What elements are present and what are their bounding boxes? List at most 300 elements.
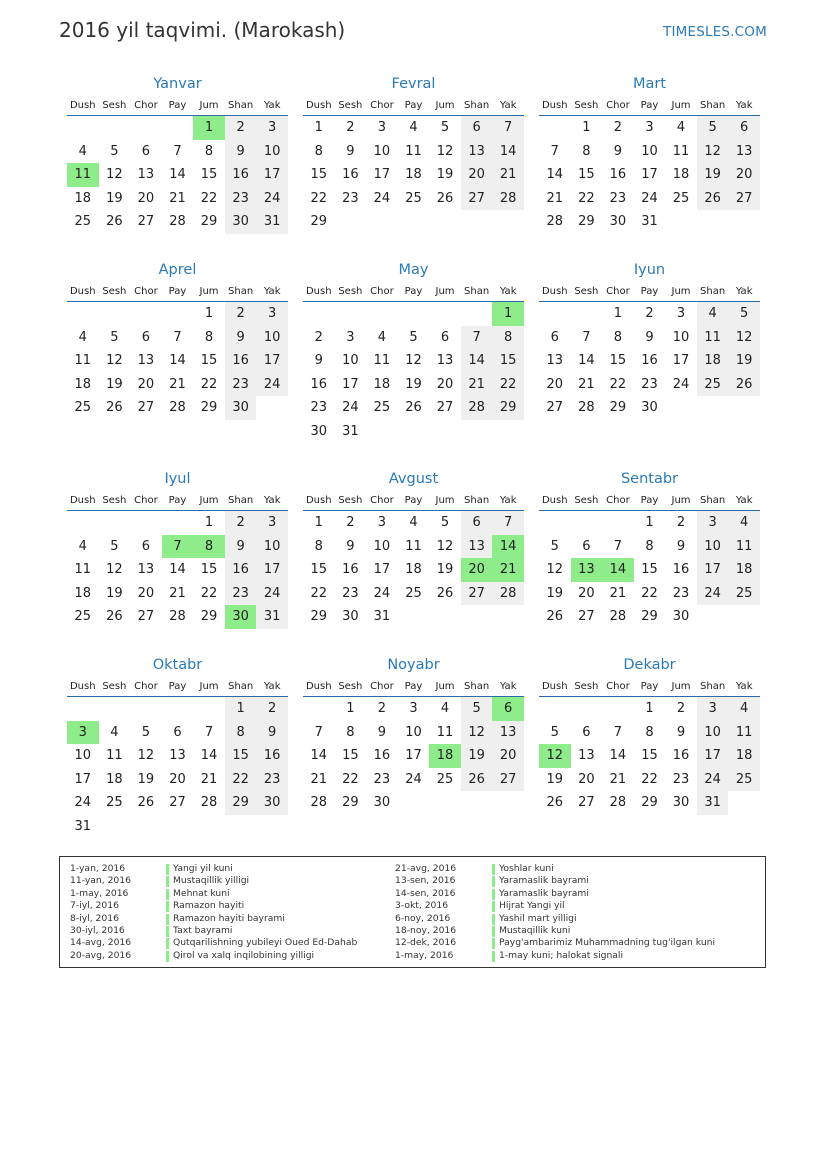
empty-cell bbox=[99, 302, 131, 326]
empty-cell bbox=[99, 511, 131, 535]
weekday-label: Yak bbox=[735, 681, 753, 692]
holiday-day-cell: 12 bbox=[539, 744, 571, 768]
weekday-label: Sesh bbox=[574, 495, 599, 506]
day-cell: 5 bbox=[110, 329, 119, 345]
weekday-label: Jum bbox=[671, 286, 691, 297]
month-name: Noyabr bbox=[387, 657, 440, 673]
day-cell: 14 bbox=[546, 167, 564, 183]
legend-date: 13-sen, 2016 bbox=[395, 875, 456, 887]
weekday-header bbox=[67, 675, 288, 697]
day-cell: 13 bbox=[137, 167, 155, 183]
holiday-day-cell: 11 bbox=[67, 163, 99, 187]
brand-link[interactable]: TIMESLES.COM bbox=[663, 24, 767, 40]
day-cell: 12 bbox=[106, 353, 123, 369]
weekday-label: Yak bbox=[499, 100, 517, 111]
day-cell: 14 bbox=[461, 349, 493, 373]
day-cell: 14 bbox=[169, 562, 186, 578]
weekday-label: Pay bbox=[640, 100, 659, 111]
weekday-label: Pay bbox=[168, 681, 187, 692]
day-cell: 30 bbox=[342, 609, 359, 625]
weekday-label: Pay bbox=[640, 495, 659, 506]
day-cell: 20 bbox=[461, 163, 493, 187]
day-cell: 22 bbox=[641, 771, 658, 787]
month-iyul bbox=[67, 469, 288, 629]
day-cell: 9 bbox=[346, 143, 355, 159]
day-grid bbox=[539, 302, 760, 420]
day-cell: 30 bbox=[672, 609, 690, 625]
weekday-label: Chor bbox=[606, 100, 630, 111]
empty-cell bbox=[99, 116, 131, 140]
weekday-label: Dush bbox=[305, 286, 332, 297]
day-cell: 3 bbox=[676, 306, 686, 321]
day-cell: 28 bbox=[492, 187, 524, 211]
holiday-color-marker bbox=[492, 914, 495, 925]
day-cell: 19 bbox=[106, 376, 123, 392]
day-cell: 23 bbox=[310, 400, 328, 416]
day-cell: 25 bbox=[106, 795, 123, 811]
day-cell: 28 bbox=[546, 214, 564, 230]
day-cell: 5 bbox=[550, 724, 559, 740]
empty-cell bbox=[67, 511, 99, 535]
day-cell: 8 bbox=[346, 724, 355, 740]
day-cell: 8 bbox=[645, 724, 654, 740]
day-cell: 11 bbox=[697, 326, 729, 350]
weekday-label: Pay bbox=[168, 286, 187, 297]
day-cell: 17 bbox=[256, 163, 288, 187]
day-cell: 12 bbox=[728, 326, 760, 350]
legend-date: 1-yan, 2016 bbox=[70, 863, 126, 874]
holiday-color-marker bbox=[166, 938, 169, 949]
day-cell: 8 bbox=[225, 721, 257, 745]
legend-holiday-name: Yoshlar kuni bbox=[499, 863, 554, 874]
weekday-label: Jum bbox=[199, 100, 219, 111]
day-cell: 21 bbox=[492, 163, 524, 187]
weekday-label: Jum bbox=[199, 681, 219, 692]
month-fevral bbox=[303, 74, 524, 234]
weekday-label: Yak bbox=[735, 495, 753, 506]
day-cell: 12 bbox=[546, 562, 564, 578]
holiday-color-marker bbox=[492, 901, 495, 912]
day-cell: 11 bbox=[728, 535, 760, 559]
day-cell: 21 bbox=[169, 376, 186, 392]
holiday-color-marker bbox=[166, 914, 169, 925]
day-cell: 22 bbox=[225, 768, 257, 792]
holiday-legend bbox=[59, 856, 766, 968]
day-cell: 7 bbox=[492, 116, 524, 140]
day-cell: 28 bbox=[310, 795, 328, 811]
day-cell: 5 bbox=[440, 515, 450, 530]
day-grid bbox=[303, 511, 524, 629]
legend-holiday-name: Mehnat kuni bbox=[173, 887, 230, 899]
day-cell: 24 bbox=[672, 376, 690, 392]
day-grid bbox=[303, 697, 524, 815]
day-cell: 10 bbox=[256, 140, 288, 164]
weekday-label: Chor bbox=[134, 286, 158, 297]
holiday-color-marker bbox=[166, 864, 169, 875]
weekday-label: Chor bbox=[606, 495, 630, 506]
day-cell: 24 bbox=[342, 400, 359, 416]
day-cell: 20 bbox=[578, 771, 595, 787]
day-cell: 2 bbox=[613, 120, 623, 135]
day-cell: 10 bbox=[672, 329, 690, 345]
day-cell: 14 bbox=[578, 353, 595, 369]
legend-holiday-name: Yangi yil kuni bbox=[173, 863, 233, 874]
day-cell: 23 bbox=[225, 582, 257, 606]
day-cell: 13 bbox=[728, 140, 760, 164]
day-cell: 29 bbox=[200, 609, 218, 625]
day-cell: 13 bbox=[546, 353, 564, 369]
day-cell: 7 bbox=[613, 538, 623, 554]
weekday-label: Pay bbox=[404, 495, 423, 506]
day-cell: 15 bbox=[225, 744, 257, 768]
weekday-label: Dush bbox=[541, 681, 568, 692]
legend-date: 1-may, 2016 bbox=[70, 887, 129, 899]
day-cell: 29 bbox=[578, 214, 595, 230]
day-cell: 2 bbox=[645, 306, 654, 321]
day-cell: 12 bbox=[137, 748, 155, 764]
day-cell: 14 bbox=[169, 353, 186, 369]
day-cell: 7 bbox=[204, 724, 214, 740]
holiday-day-cell: 13 bbox=[571, 558, 603, 582]
day-cell: 6 bbox=[141, 538, 151, 554]
empty-cell bbox=[130, 302, 162, 326]
weekday-label: Pay bbox=[168, 495, 187, 506]
day-cell: 24 bbox=[256, 373, 288, 397]
day-cell: 10 bbox=[256, 326, 288, 350]
day-cell: 16 bbox=[225, 349, 257, 373]
day-cell: 2 bbox=[676, 515, 686, 530]
day-cell: 6 bbox=[728, 116, 760, 140]
day-cell: 6 bbox=[582, 724, 591, 740]
day-cell: 28 bbox=[609, 609, 627, 625]
day-cell: 20 bbox=[436, 376, 454, 392]
day-cell: 14 bbox=[492, 140, 524, 164]
weekday-label: Pay bbox=[168, 100, 187, 111]
weekday-label: Jum bbox=[671, 681, 691, 692]
empty-cell bbox=[429, 302, 461, 326]
day-cell: 1 bbox=[613, 306, 623, 321]
empty-cell bbox=[130, 697, 162, 721]
day-cell: 3 bbox=[377, 120, 387, 135]
day-cell: 9 bbox=[377, 724, 387, 740]
day-grid bbox=[539, 697, 760, 815]
day-cell: 3 bbox=[256, 302, 288, 326]
day-cell: 27 bbox=[137, 609, 155, 625]
day-cell: 2 bbox=[314, 329, 323, 345]
day-cell: 29 bbox=[310, 609, 328, 625]
day-cell: 27 bbox=[578, 609, 595, 625]
day-cell: 24 bbox=[74, 795, 92, 811]
empty-cell bbox=[539, 511, 571, 535]
weekday-header bbox=[539, 280, 760, 302]
month-name: Avgust bbox=[388, 471, 439, 487]
day-cell: 15 bbox=[578, 167, 595, 183]
day-cell: 4 bbox=[728, 511, 760, 535]
day-cell: 10 bbox=[373, 538, 391, 554]
weekday-label: Jum bbox=[435, 681, 455, 692]
weekday-label: Yak bbox=[735, 100, 753, 111]
day-cell: 13 bbox=[578, 748, 595, 764]
day-cell: 30 bbox=[256, 791, 288, 815]
holiday-color-marker bbox=[492, 938, 495, 949]
empty-cell bbox=[539, 116, 571, 140]
weekday-label: Jum bbox=[199, 495, 219, 506]
day-cell: 27 bbox=[578, 795, 595, 811]
month-mart bbox=[539, 74, 760, 234]
weekday-label: Dush bbox=[541, 100, 568, 111]
holiday-color-marker bbox=[492, 926, 495, 937]
weekday-label: Shan bbox=[700, 495, 726, 506]
day-cell: 15 bbox=[492, 349, 524, 373]
day-cell: 17 bbox=[373, 167, 391, 183]
day-cell: 25 bbox=[373, 400, 391, 416]
day-cell: 2 bbox=[225, 511, 257, 535]
day-cell: 28 bbox=[169, 400, 186, 416]
weekday-label: Dush bbox=[305, 100, 332, 111]
day-cell: 23 bbox=[641, 376, 658, 392]
day-cell: 18 bbox=[106, 771, 123, 787]
legend-date: 18-noy, 2016 bbox=[395, 924, 457, 936]
day-cell: 1 bbox=[314, 120, 323, 135]
day-cell: 22 bbox=[310, 585, 328, 601]
day-cell: 5 bbox=[110, 143, 119, 159]
day-cell: 2 bbox=[676, 701, 686, 716]
empty-cell bbox=[162, 697, 194, 721]
day-cell: 18 bbox=[74, 376, 92, 392]
day-cell: 4 bbox=[676, 120, 686, 135]
day-cell: 24 bbox=[697, 582, 729, 606]
legend-holiday-name: Hijrat Yangi yil bbox=[499, 900, 565, 912]
day-cell: 5 bbox=[141, 724, 151, 740]
day-cell: 12 bbox=[405, 353, 422, 369]
holiday-day-cell: 18 bbox=[429, 744, 461, 768]
holiday-color-marker bbox=[492, 951, 495, 962]
day-cell: 7 bbox=[173, 143, 182, 159]
month-name: Yanvar bbox=[153, 76, 202, 92]
weekday-label: Sesh bbox=[338, 495, 363, 506]
weekday-label: Dush bbox=[305, 681, 332, 692]
day-cell: 10 bbox=[373, 143, 391, 159]
day-cell: 15 bbox=[200, 353, 218, 369]
month-name: Fevral bbox=[391, 76, 436, 92]
empty-cell bbox=[303, 302, 335, 326]
day-cell: 16 bbox=[225, 163, 257, 187]
day-cell: 4 bbox=[440, 701, 450, 716]
weekday-label: Jum bbox=[435, 495, 455, 506]
day-cell: 9 bbox=[645, 329, 654, 345]
legend-holiday-name: 1-may kuni; halokat signali bbox=[499, 949, 624, 961]
weekday-header bbox=[303, 280, 524, 302]
weekday-label: Sesh bbox=[574, 100, 599, 111]
legend-holiday-name: Yaramaslik bayrami bbox=[499, 875, 589, 887]
day-cell: 28 bbox=[461, 396, 493, 420]
day-cell: 15 bbox=[641, 562, 658, 578]
holiday-day-cell: 1 bbox=[492, 302, 524, 326]
day-cell: 9 bbox=[225, 326, 257, 350]
holiday-day-cell: 30 bbox=[225, 605, 257, 629]
day-cell: 1 bbox=[346, 701, 355, 716]
day-cell: 19 bbox=[546, 585, 564, 601]
day-cell: 16 bbox=[310, 376, 328, 392]
legend-date: 14-avg, 2016 bbox=[70, 937, 132, 949]
month-name: Mart bbox=[632, 76, 667, 92]
day-cell: 18 bbox=[373, 376, 391, 392]
day-cell: 5 bbox=[409, 329, 418, 345]
day-cell: 13 bbox=[492, 721, 524, 745]
day-cell: 12 bbox=[106, 167, 123, 183]
day-cell: 20 bbox=[578, 585, 595, 601]
day-grid bbox=[303, 302, 524, 444]
day-cell: 23 bbox=[609, 190, 627, 206]
day-cell: 10 bbox=[697, 721, 729, 745]
day-cell: 16 bbox=[225, 558, 257, 582]
day-cell: 2 bbox=[346, 515, 355, 530]
day-cell: 25 bbox=[436, 771, 454, 787]
page-title: 2016 yil taqvimi. (Marokash) bbox=[59, 18, 346, 42]
day-cell: 18 bbox=[74, 585, 92, 601]
day-cell: 25 bbox=[672, 190, 690, 206]
day-cell: 19 bbox=[106, 585, 123, 601]
month-avgust bbox=[303, 469, 524, 629]
day-cell: 25 bbox=[74, 400, 92, 416]
day-cell: 17 bbox=[697, 558, 729, 582]
day-cell: 4 bbox=[409, 515, 418, 530]
day-cell: 4 bbox=[78, 143, 87, 159]
day-cell: 3 bbox=[645, 120, 654, 135]
day-cell: 17 bbox=[74, 771, 92, 787]
weekday-label: Jum bbox=[435, 286, 455, 297]
day-cell: 24 bbox=[697, 768, 729, 792]
empty-cell bbox=[162, 302, 194, 326]
weekday-label: Pay bbox=[404, 286, 423, 297]
empty-cell bbox=[303, 697, 335, 721]
day-cell: 6 bbox=[550, 329, 559, 345]
day-cell: 22 bbox=[641, 585, 658, 601]
day-cell: 30 bbox=[672, 795, 690, 811]
weekday-label: Chor bbox=[370, 681, 394, 692]
day-cell: 14 bbox=[200, 748, 218, 764]
empty-cell bbox=[67, 302, 99, 326]
day-grid bbox=[67, 697, 288, 839]
weekday-label: Yak bbox=[499, 495, 517, 506]
day-cell: 5 bbox=[697, 116, 729, 140]
day-cell: 6 bbox=[582, 538, 591, 554]
day-cell: 29 bbox=[200, 214, 218, 230]
day-cell: 8 bbox=[645, 538, 654, 554]
day-grid bbox=[539, 116, 760, 234]
day-cell: 17 bbox=[256, 349, 288, 373]
weekday-label: Shan bbox=[464, 286, 490, 297]
holiday-day-cell: 6 bbox=[492, 697, 524, 721]
holiday-color-marker bbox=[166, 926, 169, 937]
day-cell: 1 bbox=[204, 306, 214, 321]
legend-holiday-name: Qirol va xalq inqilobining yilligi bbox=[173, 949, 315, 961]
day-cell: 17 bbox=[672, 353, 690, 369]
weekday-label: Chor bbox=[370, 495, 394, 506]
weekday-header bbox=[539, 489, 760, 511]
weekday-label: Shan bbox=[228, 286, 254, 297]
day-cell: 29 bbox=[310, 214, 328, 230]
holiday-day-cell: 14 bbox=[602, 558, 634, 582]
day-cell: 30 bbox=[373, 795, 391, 811]
month-may bbox=[303, 260, 524, 444]
empty-cell bbox=[193, 697, 225, 721]
day-cell: 23 bbox=[672, 771, 690, 787]
day-cell: 3 bbox=[256, 116, 288, 140]
weekday-label: Dush bbox=[69, 495, 96, 506]
empty-cell bbox=[571, 511, 603, 535]
legend-date: 8-iyl, 2016 bbox=[70, 912, 119, 924]
empty-cell bbox=[130, 116, 162, 140]
day-cell: 20 bbox=[492, 744, 524, 768]
empty-cell bbox=[335, 302, 367, 326]
day-cell: 23 bbox=[342, 585, 359, 601]
day-cell: 27 bbox=[169, 795, 186, 811]
day-cell: 13 bbox=[461, 140, 493, 164]
day-cell: 3 bbox=[256, 511, 288, 535]
day-cell: 4 bbox=[110, 724, 119, 740]
day-cell: 8 bbox=[204, 329, 214, 345]
day-cell: 15 bbox=[310, 167, 328, 183]
day-cell: 19 bbox=[405, 376, 422, 392]
day-cell: 31 bbox=[342, 423, 359, 439]
day-cell: 11 bbox=[74, 353, 92, 369]
day-cell: 21 bbox=[578, 376, 595, 392]
day-cell: 29 bbox=[342, 795, 359, 811]
legend-date: 1-may, 2016 bbox=[395, 949, 454, 961]
day-cell: 18 bbox=[672, 167, 690, 183]
weekday-label: Shan bbox=[700, 681, 726, 692]
month-yanvar bbox=[67, 74, 288, 234]
day-cell: 25 bbox=[74, 609, 92, 625]
weekday-label: Yak bbox=[735, 286, 753, 297]
weekday-label: Sesh bbox=[102, 495, 127, 506]
empty-cell bbox=[398, 302, 430, 326]
day-cell: 16 bbox=[373, 748, 391, 764]
day-cell: 1 bbox=[645, 515, 654, 530]
day-cell: 5 bbox=[440, 120, 450, 135]
day-cell: 22 bbox=[342, 771, 359, 787]
day-cell: 9 bbox=[256, 721, 288, 745]
empty-cell bbox=[162, 511, 194, 535]
day-cell: 26 bbox=[546, 609, 564, 625]
day-cell: 25 bbox=[728, 582, 760, 606]
legend-date: 6-noy, 2016 bbox=[395, 912, 451, 924]
day-cell: 28 bbox=[200, 795, 218, 811]
day-cell: 7 bbox=[613, 724, 623, 740]
day-cell: 19 bbox=[137, 771, 155, 787]
day-cell: 3 bbox=[697, 511, 729, 535]
month-noyabr bbox=[303, 655, 524, 815]
weekday-label: Pay bbox=[404, 681, 423, 692]
weekday-header bbox=[539, 675, 760, 697]
day-cell: 20 bbox=[137, 190, 155, 206]
weekday-label: Pay bbox=[640, 681, 659, 692]
weekday-label: Dush bbox=[69, 286, 96, 297]
day-cell: 2 bbox=[377, 701, 387, 716]
empty-cell bbox=[602, 697, 634, 721]
day-cell: 28 bbox=[609, 795, 627, 811]
day-cell: 7 bbox=[492, 511, 524, 535]
day-cell: 22 bbox=[609, 376, 627, 392]
weekday-label: Sesh bbox=[338, 681, 363, 692]
day-cell: 18 bbox=[728, 744, 760, 768]
day-cell: 28 bbox=[169, 214, 186, 230]
weekday-label: Yak bbox=[263, 681, 281, 692]
day-cell: 25 bbox=[697, 373, 729, 397]
day-cell: 29 bbox=[609, 400, 627, 416]
legend-date: 20-avg, 2016 bbox=[70, 949, 132, 961]
